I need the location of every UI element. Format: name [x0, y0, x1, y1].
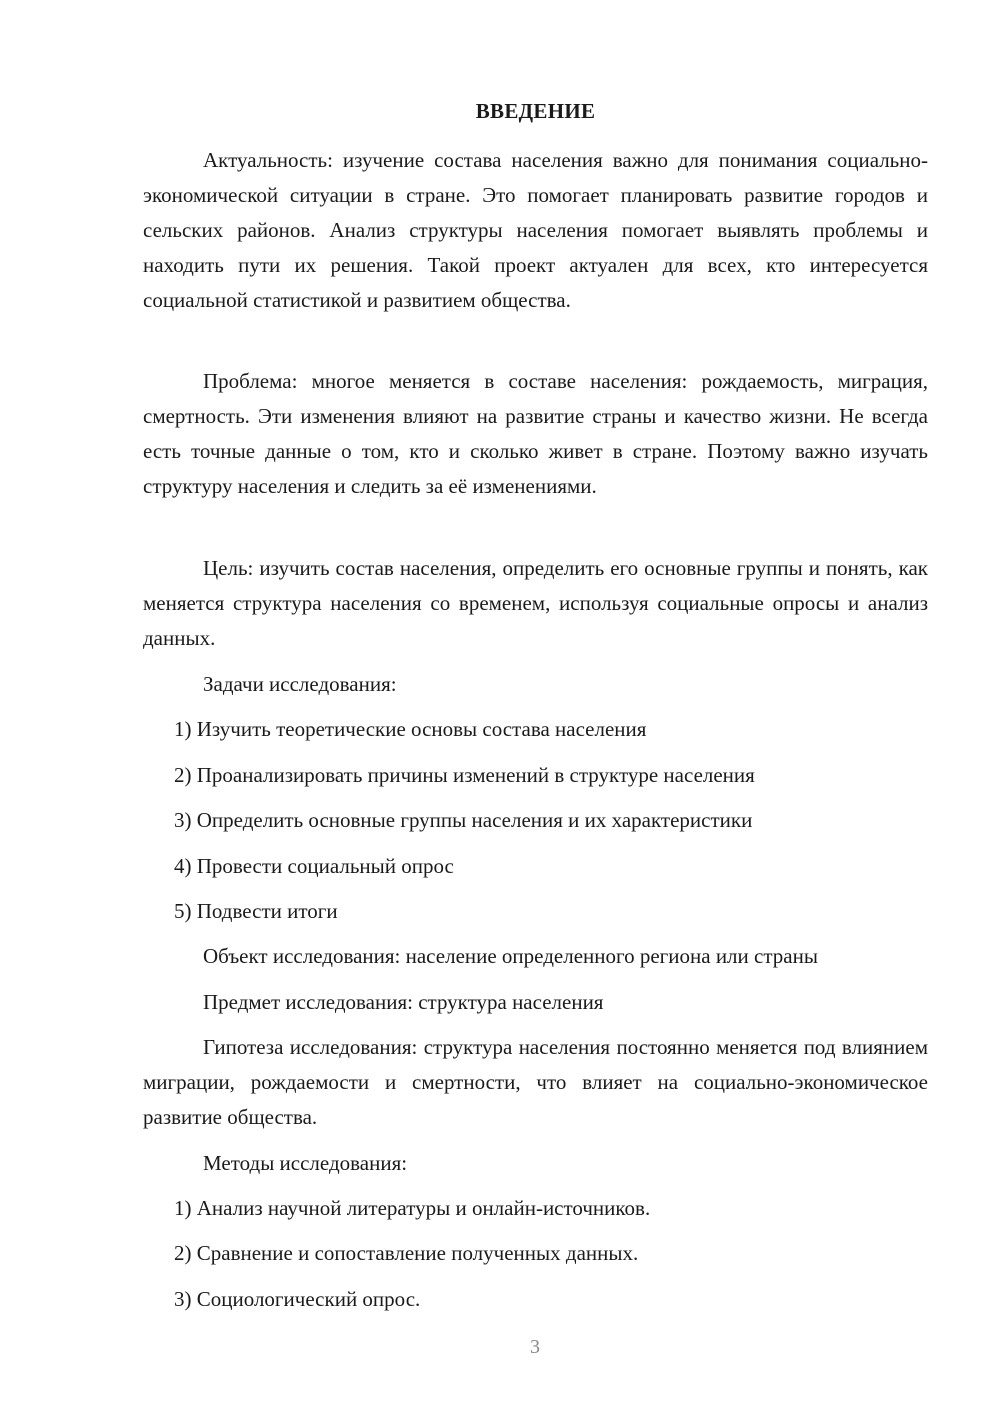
method-item: 2) Сравнение и сопоставление полученных данных.: [174, 1241, 639, 1265]
page-number: 3: [530, 1336, 540, 1358]
goal-paragraph: Цель: изучить состав населения, определить его основные группы и понять, как меняется структура населения со временем, используя социальные опросы и анализ данных.: [143, 556, 928, 650]
method-item: 1) Анализ научной литературы и онлайн-источников.: [174, 1196, 651, 1220]
methods-heading: Методы исследования:: [203, 1151, 408, 1175]
problem-paragraph: Проблема: многое меняется в составе населения: рождаемость, миграция, смертность. Эти изменения влияют на развитие страны и качество жизни. Не всегда есть точные данные о том, кто и сколько живет в стране. Поэтому важно изучать структуру населения и следить за её изменениями.: [143, 369, 928, 498]
task-item: 2) Проанализировать причины изменений в структуре населения: [174, 763, 755, 787]
hypothesis-paragraph: Гипотеза исследования: структура населения постоянно меняется под влиянием миграции, рождаемости и смертности, что влияет на социально-экономическое развитие общества.: [143, 1035, 928, 1129]
research-subject: Предмет исследования: структура населения: [203, 990, 604, 1014]
relevance-paragraph: Актуальность: изучение состава населения важно для понимания социально-экономической ситуации в стране. Это помогает планировать развитие городов и сельских районов. Анализ структуры населения помогает выявлять проблемы и находить пути их решения. Такой проект актуален для всех, кто интересуется социальной статистикой и развитием общества.: [143, 148, 928, 312]
task-item: 3) Определить основные группы населения и их характеристики: [174, 808, 753, 832]
task-item: 1) Изучить теоретические основы состава населения: [174, 717, 647, 741]
section-title: ВВЕДЕНИЕ: [475, 99, 596, 123]
method-item: 3) Социологический опрос.: [174, 1287, 421, 1311]
tasks-heading: Задачи исследования:: [203, 672, 397, 696]
task-item: 4) Провести социальный опрос: [174, 854, 454, 878]
research-object: Объект исследования: население определенного региона или страны: [203, 944, 818, 968]
task-item: 5) Подвести итоги: [174, 899, 338, 923]
